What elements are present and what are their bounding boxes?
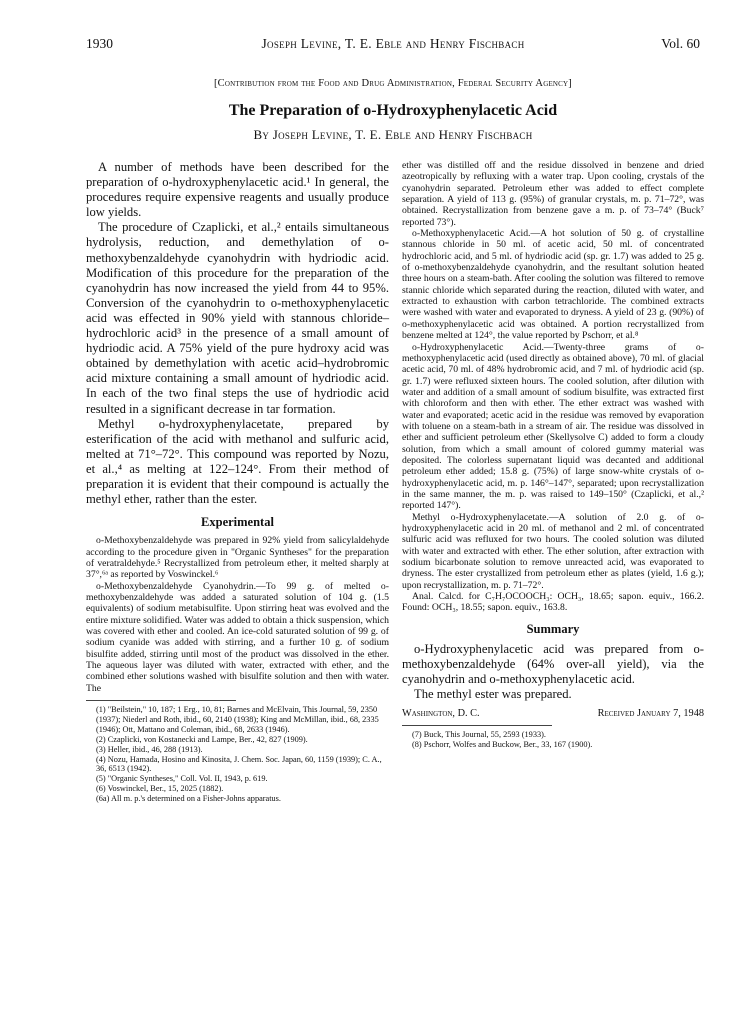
article-title: The Preparation of o-Hydroxyphenylacetic Acid (228, 102, 558, 119)
summary-section (402, 642, 704, 702)
location: Washington, D. C. (402, 708, 480, 720)
intro-section (86, 160, 389, 507)
paragraph: Methyl o-Hydroxyphenylacetate.—A solution of 2.0 g. of o-hydroxyphenylacetic acid in 20 ml. of methanol and 2 ml. of concentrated sulfuric acid was refluxed for two hours. The cooled solution was diluted with water and extracted with ether. The ether solution, after extraction with sodium bicarbonate solution to remove unreacted acid, was evaporated to dryness. The ester crystallized from petroleum ether as plates (yield, 1.6 g.); upon recrystallization, m. p. 71–72°. (402, 511, 704, 591)
received-line (402, 708, 704, 719)
footnote: (8) Pschorr, Wolfes and Buckow, Ber., 33, 167 (1900). (412, 740, 593, 750)
footnotes (402, 730, 704, 750)
paragraph: o-Hydroxyphenylacetic acid was prepared from o-methoxybenzaldehyde (64% over-all yield), via the cyanohydrin and o-methoxyphenylacetic acid. (402, 641, 704, 686)
footnote: (6a) All m. p.'s determined on a Fisher-Johns apparatus. (96, 794, 281, 804)
experimental-heading: Experimental (201, 515, 274, 530)
page-number: 1930 (86, 36, 113, 51)
paragraph: o-Methoxybenzaldehyde Cyanohydrin.—To 99 g. of melted o-methoxybenzaldehyde was added a saturated solution of 104 g. (1.5 equivalents) of sodium metabisulfite. Upon stirring heat was evolved and the entire mixture solidified. Water was added to obtain a thick suspension, which was covered with ether and cooled. An ice-cold saturated solution of 99 g. of sodium cyanide was added with stirring, and a further 10 g. of sodium bisulfite added, stirring until most of the product was dissolved in the ether. The aqueous layer was diluted with water, extracted with ether, and the combined ether solutions washed with bisulfite solution and then with water. The (86, 580, 389, 694)
footnote: (3) Heller, ibid., 46, 288 (1913). (96, 744, 203, 754)
paragraph: o-Methoxyphenylacetic Acid.—A hot solution of 50 g. of crystalline stannous chloride in 50 ml. of acetic acid, 50 ml. of concentrated hydrochloric acid, and 5 ml. of hydriodic acid (sp. gr. 1.7) was added to 25 g. of o-methoxybenzaldehyde cyanohydrin, and the resultant solution heated three hours on a steam-bath. After cooling the solution was filtered to remove stannic chloride which separated during the reaction, diluted with water, and extracted to exhaustion with carbon tetrachloride. The combined extracts were washed with water and evaporated to dryness. A yield of 23 g. (90%) of o-methoxyphenylacetic acid was obtained. A portion recrystallized from benzene melted at 124°, the value reported by Pschorr, et al.⁸ (402, 228, 704, 342)
running-header (86, 36, 700, 54)
footnote: (7) Buck, This Journal, 55, 2593 (1933). (412, 730, 546, 740)
paragraph: o-Methoxybenzaldehyde was prepared in 92% yield from salicylaldehyde according to the procedure given in "Organic Syntheses" for the preparation of veratraldehyde.⁵ Recrystallized from petroleum ether, it melted sharply at 37°,⁶ᵃ as reported by Voswinckel.⁶ (86, 535, 389, 581)
footnote: (2) Czaplicki, von Kostanecki and Lampe, Ber., 42, 827 (1909). (96, 734, 308, 744)
footnote: (1) "Beilstein," 10, 187; 1 Erg., 10, 81; Barnes and McElvain, This Journal, 59, 2350 (1937); Niederl and Roth, ibid., 60, 2140 (1938); King and McMillan, ibid., 68, 2335 (1946); Ott, Mattano and Coleman, ibid., 68, 2633 (1946). (96, 704, 379, 734)
footnote: (4) Nozu, Hamada, Hosino and Kinosita, J. Chem. Soc. Japan, 60, 1159 (1939); C. A., 36, 6513 (1942). (96, 754, 382, 774)
paragraph: o-Hydroxyphenylacetic Acid.—Twenty-three grams of o-methoxyphenylacetic acid (used directly as obtained above), 70 ml. of glacial acetic acid, 70 ml. of 48% hydrobromic acid, and 7 ml. of hydriodic acid (sp. gr. 1.7) were refluxed sixteen hours. The cooled solution, after dilution with water and addition of a small amount of sodium bisulfite, was extracted first with chloroform and then with ether. The ether extract was washed with water and evaporated; acetic acid in the residue was removed by evaporation with toluene on a steam-bath in a stream of air. The residue was dissolved in ether and sufficient petroleum ether (Skellysolve C) added to form a cloudy solution, from which a small amount of colored gummy material was deposited. The colorless supernatant liquid was decanted and additional petroleum ether added; 15.8 g. (75%) of large snow-white crystals of o-hydroxyphenylacetic acid, m. p. 146°–147°, separated; upon recrystallization in the same manner, the m. p. was raised to 149–150° (Czaplicki, et al.,² reported 147°). (402, 341, 704, 512)
summary-heading: Summary (526, 621, 580, 636)
footnote: (5) "Organic Syntheses," Coll. Vol. II, 1943, p. 619. (96, 774, 268, 784)
volume-number: Vol. 60 (661, 36, 700, 51)
right-column (402, 160, 704, 750)
paragraph: A number of methods have been described for the preparation of o-hydroxyphenylacetic acid.¹ In general, the procedures require expensive reagents and usually produce low yields. (86, 160, 389, 220)
footnote: (6) Voswinckel, Ber., 15, 2025 (1882). (96, 784, 224, 794)
footnotes (86, 705, 389, 804)
paragraph: The methyl ester was prepared. (414, 687, 572, 702)
paragraph: The procedure of Czaplicki, et al.,² entails simultaneous hydrolysis, reduction, and demethylation of o-methoxybenzaldehyde cyanohydrin with hydriodic acid. Modification of this procedure for the preparation of the cyanohydrin has now increased the yield from 44 to 95%. Conversion of the cyanohydrin to o-methoxyphenylacetic acid was effected in 90% yield with stannous chloride–hydrochloric acid³ in the presence of a small amount of hydriodic acid. A 75% yield of the pure hydroxy acid was obtained by demethylation with acetic acid–hydrobromic acid mixture containing a small amount of hydriodic acid. In each of the two final steps the use of hydriodic acid resulted in a significant decrease in tar formation. (86, 220, 389, 416)
running-authors: Joseph Levine, T. E. Eble and Henry Fischbach (261, 36, 525, 51)
paragraph: Methyl o-hydroxyphenylacetate, prepared by esterification of the acid with methanol and sulfuric acid, melted at 71°–72°. This compound was reported by Nozu, et al.,⁴ as melting at 122–124°. From their method of preparation it is evident that their compound is actually the methyl ether, rather than the ester. (86, 416, 389, 507)
received-date: Received January 7, 1948 (597, 708, 704, 720)
experimental-continued (402, 160, 704, 614)
experimental-section (86, 535, 389, 694)
footnote-rule (402, 725, 552, 726)
analysis-line: Anal. Calcd. for C₇H₇OCOOCH₃: OCH₃, 18.65; sapon. equiv., 166.2. Found: OCH₃, 18.55; sapon. equiv., 163.8. (402, 591, 704, 614)
footnote-rule (86, 700, 236, 701)
left-column (86, 160, 389, 804)
byline: By Joseph Levine, T. E. Eble and Henry Fischbach (253, 127, 533, 142)
contribution-line: [Contribution from the Food and Drug Administration, Federal Security Agency] (213, 78, 573, 89)
paragraph: ether was distilled off and the residue dissolved in benzene and dried azeotropically by refluxing with a water trap. Upon cooling, crystals of the cyanohydrin separated. Petroleum ether was added to effect complete separation. A yield of 113 g. (95%) of granular crystals, m. p. 71–72°, was obtained. Recrystallization from benzene gave a m. p. of 73–74° (Buck⁷ reported 73°). (402, 160, 704, 228)
